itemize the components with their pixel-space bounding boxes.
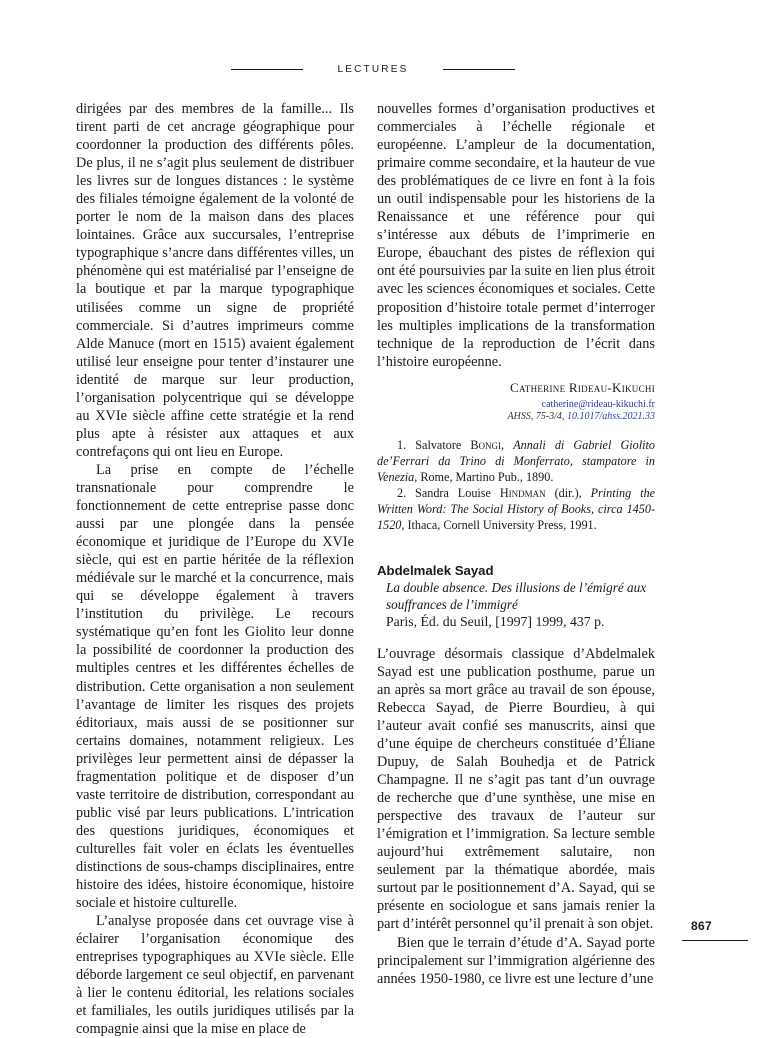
paragraph: Bien que le terrain d’étude d’A. Sayad porte principalement sur l’immigration algérienne des années 1950-1980, ce livre est une lecture d’une — [377, 934, 655, 987]
footnote-number: 1. — [397, 437, 407, 452]
review-header — [377, 563, 655, 631]
footnote-rest: , Rome, Martino Pub., 1890. — [414, 469, 554, 484]
page-number-rule — [682, 940, 748, 941]
paragraph: nouvelles formes d’organisation productives et commerciales à l’échelle régionale et européenne. L’ampleur de la documentation, primaire comme secondaire, et la hauteur de vue des problématiques de ce livre en font à la fois un outil indispensable pour les historiens de la Renaissance et une référence pour qui s’intéresse aux débuts de l’imprimerie en Europe, ébauchant des pistes de réflexion qui ont été poursuivies par la suite en lien plus étroit avec les sciences économiques et sociales. Cette proposition d’histoire totale permet d’interroger les multiples implications de la transformation technique de la reproduction de l’écrit dans l’histoire européenne. — [377, 101, 655, 370]
paragraph: L’ouvrage désormais classique d’Abdelmalek Sayad est une publication posthume, parue un an après sa mort grâce au travail de son épouse, Rebecca Sayad, de Pierre Bourdieu, à qui l’auteur avait confié ses manuscrits, ainsi que d’une équipe de chercheurs constituée d’Éliane Dupuy, de Salah Bouhedja et de Patrick Champagne. Il ne s’agit pas tant d’un ouvrage de recherche que d’une synthèse, une mise en perspective des travaux de l’auteur sur l’émigration et l’immigration. Sa lecture semble aujourd’hui extrêmement salutaire, non seulement par la thématique abordée, mais surtout par le positionnement d’A. Sayad, qui se présente en sociologue et sans jamais renier la part d’intérêt personnel qu’il prenait à son objet. — [377, 645, 655, 933]
footnote-author-first: Salvatore — [415, 437, 462, 452]
footnotes — [377, 437, 655, 533]
footnote-editor: (dir.), — [554, 485, 582, 500]
header-rule-right — [443, 69, 515, 70]
review-signature — [377, 379, 655, 397]
doi-link[interactable]: 10.1017/ahss.2021.33 — [566, 410, 655, 422]
footnote-author-first: Sandra Louise — [415, 485, 491, 500]
article-reference — [377, 411, 655, 423]
footnote-title: Printing the Written Word: The Social History of Books, circa 1450-1520 — [377, 485, 655, 532]
reference-prefix: AHSS, 75-3/4, — [507, 410, 565, 422]
left-column — [76, 100, 354, 1038]
right-column — [377, 100, 655, 988]
review-author: Abdelmalek Sayad — [377, 562, 494, 578]
footnote-number: 2. — [397, 485, 407, 500]
signature-name: Catherine Rideau-Kikuchi — [510, 379, 655, 395]
paragraph: L’analyse proposée dans cet ouvrage vise à éclairer l’organisation économique des entreprises typographiques au XVIe siècle. Elle déborde largement ce seul objectif, en parvenant à lier le contenu éditorial, les relations sociales et familiales, les outils juridiques utilisés par la compagnie ainsi que la mise en place de — [76, 913, 354, 1038]
review-publication: Paris, Éd. du Seuil, [1997] 1999, 437 p. — [386, 613, 605, 629]
footnote-1: 1. Salvatore Bongi, Annali di Gabriel Giolito de’Ferrari da Trino di Monferrato, stampatore in Venezia, Rome, Martino Pub., 1890. — [377, 437, 656, 484]
review-book-title: La double absence. Des illusions de l’émigré aux souffrances de l’immigré — [386, 579, 647, 612]
footnote-author-last: Bongi — [470, 437, 502, 452]
running-head: LECTURES — [337, 64, 409, 75]
paragraph: dirigées par des membres de la famille... Ils tirent parti de cet ancrage géographique pour coordonner la production des différents pôles. De plus, il ne s’agit plus seulement de distribuer les livres sur de longues distances : le système des filiales témoigne également de la volonté de porter le nom de la maison dans des places lointaines. Grâce aux succursales, l’entreprise typographique s’ancre dans différentes villes, un phénomène qui est matérialisé par l’enseigne de la boutique et par la marque typographique utilisées comme un signe de propriété commerciale. Si d’autres imprimeurs comme Alde Manuce (mort en 1515) avaient également utilisé leur enseigne pour tenter d’instaurer une identité de marque sur leur production, l’organisation polycentrique qui se développe au XVIe siècle affine cette stratégie et la rend plus apte à résister aux attaques et aux contrefaçons qui ont lieu en Europe. — [76, 101, 354, 460]
footnote-title: Annali di Gabriel Giolito de’Ferrari da Trino di Monferrato, stampatore in Venezia — [377, 437, 656, 484]
signature-email[interactable]: catherine@rideau-kikuchi.fr — [541, 398, 655, 410]
footnote-author-last: Hindman — [499, 485, 546, 500]
page-number: 867 — [691, 919, 712, 933]
review-body — [377, 645, 655, 988]
header-rule-left — [231, 69, 303, 70]
paragraph: La prise en compte de l’échelle transnationale pour comprendre le fonctionnement de cette entreprise passe donc aussi par une plongée dans la pensée économique et juridique de l’Europe du XVIe siècle, qui est en partie héritée de la réflexion médiévale sur le marché et la concurrence, mais qui se développe également à travers l’institution du privilège. Le recours systématique qu’en font les Giolito leur donne la possibilité de coordonner la production des multiples centres et les différentes échelles de distribution. Cette organisation a non seulement l’avantage de limiter les risques des projets éditoriaux, mais aussi de se positionner sur certains domaines, notamment religieux. Les privilèges leur permettent ainsi de dépasser la fragmentation politique et de disposer d’un vaste territoire de distribution, correspondant au public visé par leurs publications. L’intrication des questions juridiques, économiques et culturelles fait voler en éclats les éventuelles distinctions de sous-champs disciplinaires, entre histoire des idées, histoire économique, histoire sociale et histoire culturelle. — [76, 461, 354, 912]
footnote-rest: , Ithaca, Cornell University Press, 1991. — [401, 517, 597, 532]
footnote-2 — [377, 485, 655, 533]
